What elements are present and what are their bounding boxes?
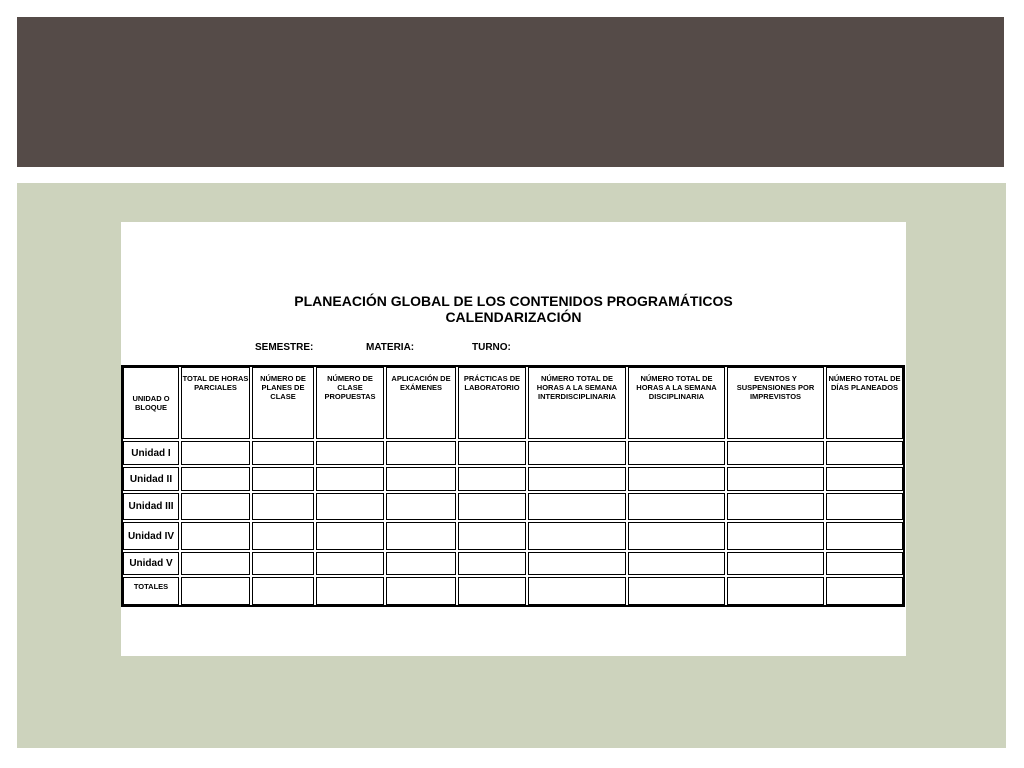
table-cell [458, 577, 526, 605]
table-cell [628, 493, 725, 520]
title-line-1: PLANEACIÓN GLOBAL DE LOS CONTENIDOS PROGRAMÁTICOS [294, 293, 733, 309]
row-label: Unidad III [123, 493, 179, 520]
table-cell [316, 493, 384, 520]
table-cell [826, 441, 903, 465]
table-cell [386, 493, 456, 520]
row-label: Unidad V [123, 552, 179, 575]
table-cell [528, 522, 626, 550]
header-cell: NÚMERO TOTAL DE HORAS A LA SEMANA DISCIPLINARIA [628, 367, 725, 439]
table-cell [386, 441, 456, 465]
table-cell [727, 522, 824, 550]
header-cell: EVENTOS Y SUSPENSIONES POR IMPREVISTOS [727, 367, 824, 439]
table-cell [458, 522, 526, 550]
table-cell [316, 577, 384, 605]
table-cell [528, 577, 626, 605]
header-cell: NÚMERO DE PLANES DE CLASE [252, 367, 314, 439]
table-cell [252, 441, 314, 465]
title-placeholder-band [17, 17, 1004, 167]
table-cell [386, 467, 456, 491]
table-cell [181, 577, 250, 605]
table-cell [826, 493, 903, 520]
table-cell [528, 552, 626, 575]
table-cell [826, 552, 903, 575]
table-cell [252, 577, 314, 605]
header-cell: APLICACIÓN DE EXÁMENES [386, 367, 456, 439]
table-cell [727, 467, 824, 491]
table-cell [252, 522, 314, 550]
document-title [121, 293, 906, 325]
planning-table [121, 365, 905, 607]
table-cell [386, 577, 456, 605]
header-cell: NÚMERO TOTAL DE HORAS A LA SEMANA INTERDISCIPLINARIA [528, 367, 626, 439]
table-cell [826, 577, 903, 605]
table-cell [826, 522, 903, 550]
table-cell [528, 467, 626, 491]
table-cell [727, 441, 824, 465]
header-cell: NÚMERO DE CLASE PROPUESTAS [316, 367, 384, 439]
semestre-label: SEMESTRE: [255, 342, 314, 353]
table-cell [727, 577, 824, 605]
table-cell [252, 467, 314, 491]
materia-label: MATERIA: [366, 342, 415, 353]
table-cell [181, 522, 250, 550]
table-cell [316, 552, 384, 575]
table-cell [181, 467, 250, 491]
table-cell [628, 552, 725, 575]
table-cell [386, 552, 456, 575]
table-cell [181, 441, 250, 465]
table-cell [316, 441, 384, 465]
table-cell [727, 493, 824, 520]
table-cell [386, 522, 456, 550]
table-cell [628, 577, 725, 605]
table-cell [458, 552, 526, 575]
table-cell [458, 467, 526, 491]
table-cell [181, 552, 250, 575]
table-cell [316, 522, 384, 550]
row-label: Unidad IV [123, 522, 179, 550]
header-cell: TOTAL DE HORAS PARCIALES [181, 367, 250, 439]
table-cell [528, 441, 626, 465]
table-cell [727, 552, 824, 575]
header-cell: PRÁCTICAS DE LABORATORIO [458, 367, 526, 439]
table-cell [316, 467, 384, 491]
document-image [121, 222, 906, 656]
row-label: Unidad I [123, 441, 179, 465]
table-cell [458, 441, 526, 465]
table-cell [181, 493, 250, 520]
table-cell [628, 467, 725, 491]
turno-label: TURNO: [472, 342, 511, 353]
table-cell [528, 493, 626, 520]
table-cell [252, 493, 314, 520]
header-cell: UNIDAD O BLOQUE [123, 367, 179, 439]
row-label: Unidad II [123, 467, 179, 491]
table-cell [458, 493, 526, 520]
title-line-2: CALENDARIZACIÓN [445, 309, 582, 325]
table-cell [628, 441, 725, 465]
row-label: TOTALES [123, 577, 179, 605]
table-cell [252, 552, 314, 575]
header-cell: NÚMERO TOTAL DE DÍAS PLANEADOS [826, 367, 903, 439]
table-cell [628, 522, 725, 550]
table-cell [826, 467, 903, 491]
